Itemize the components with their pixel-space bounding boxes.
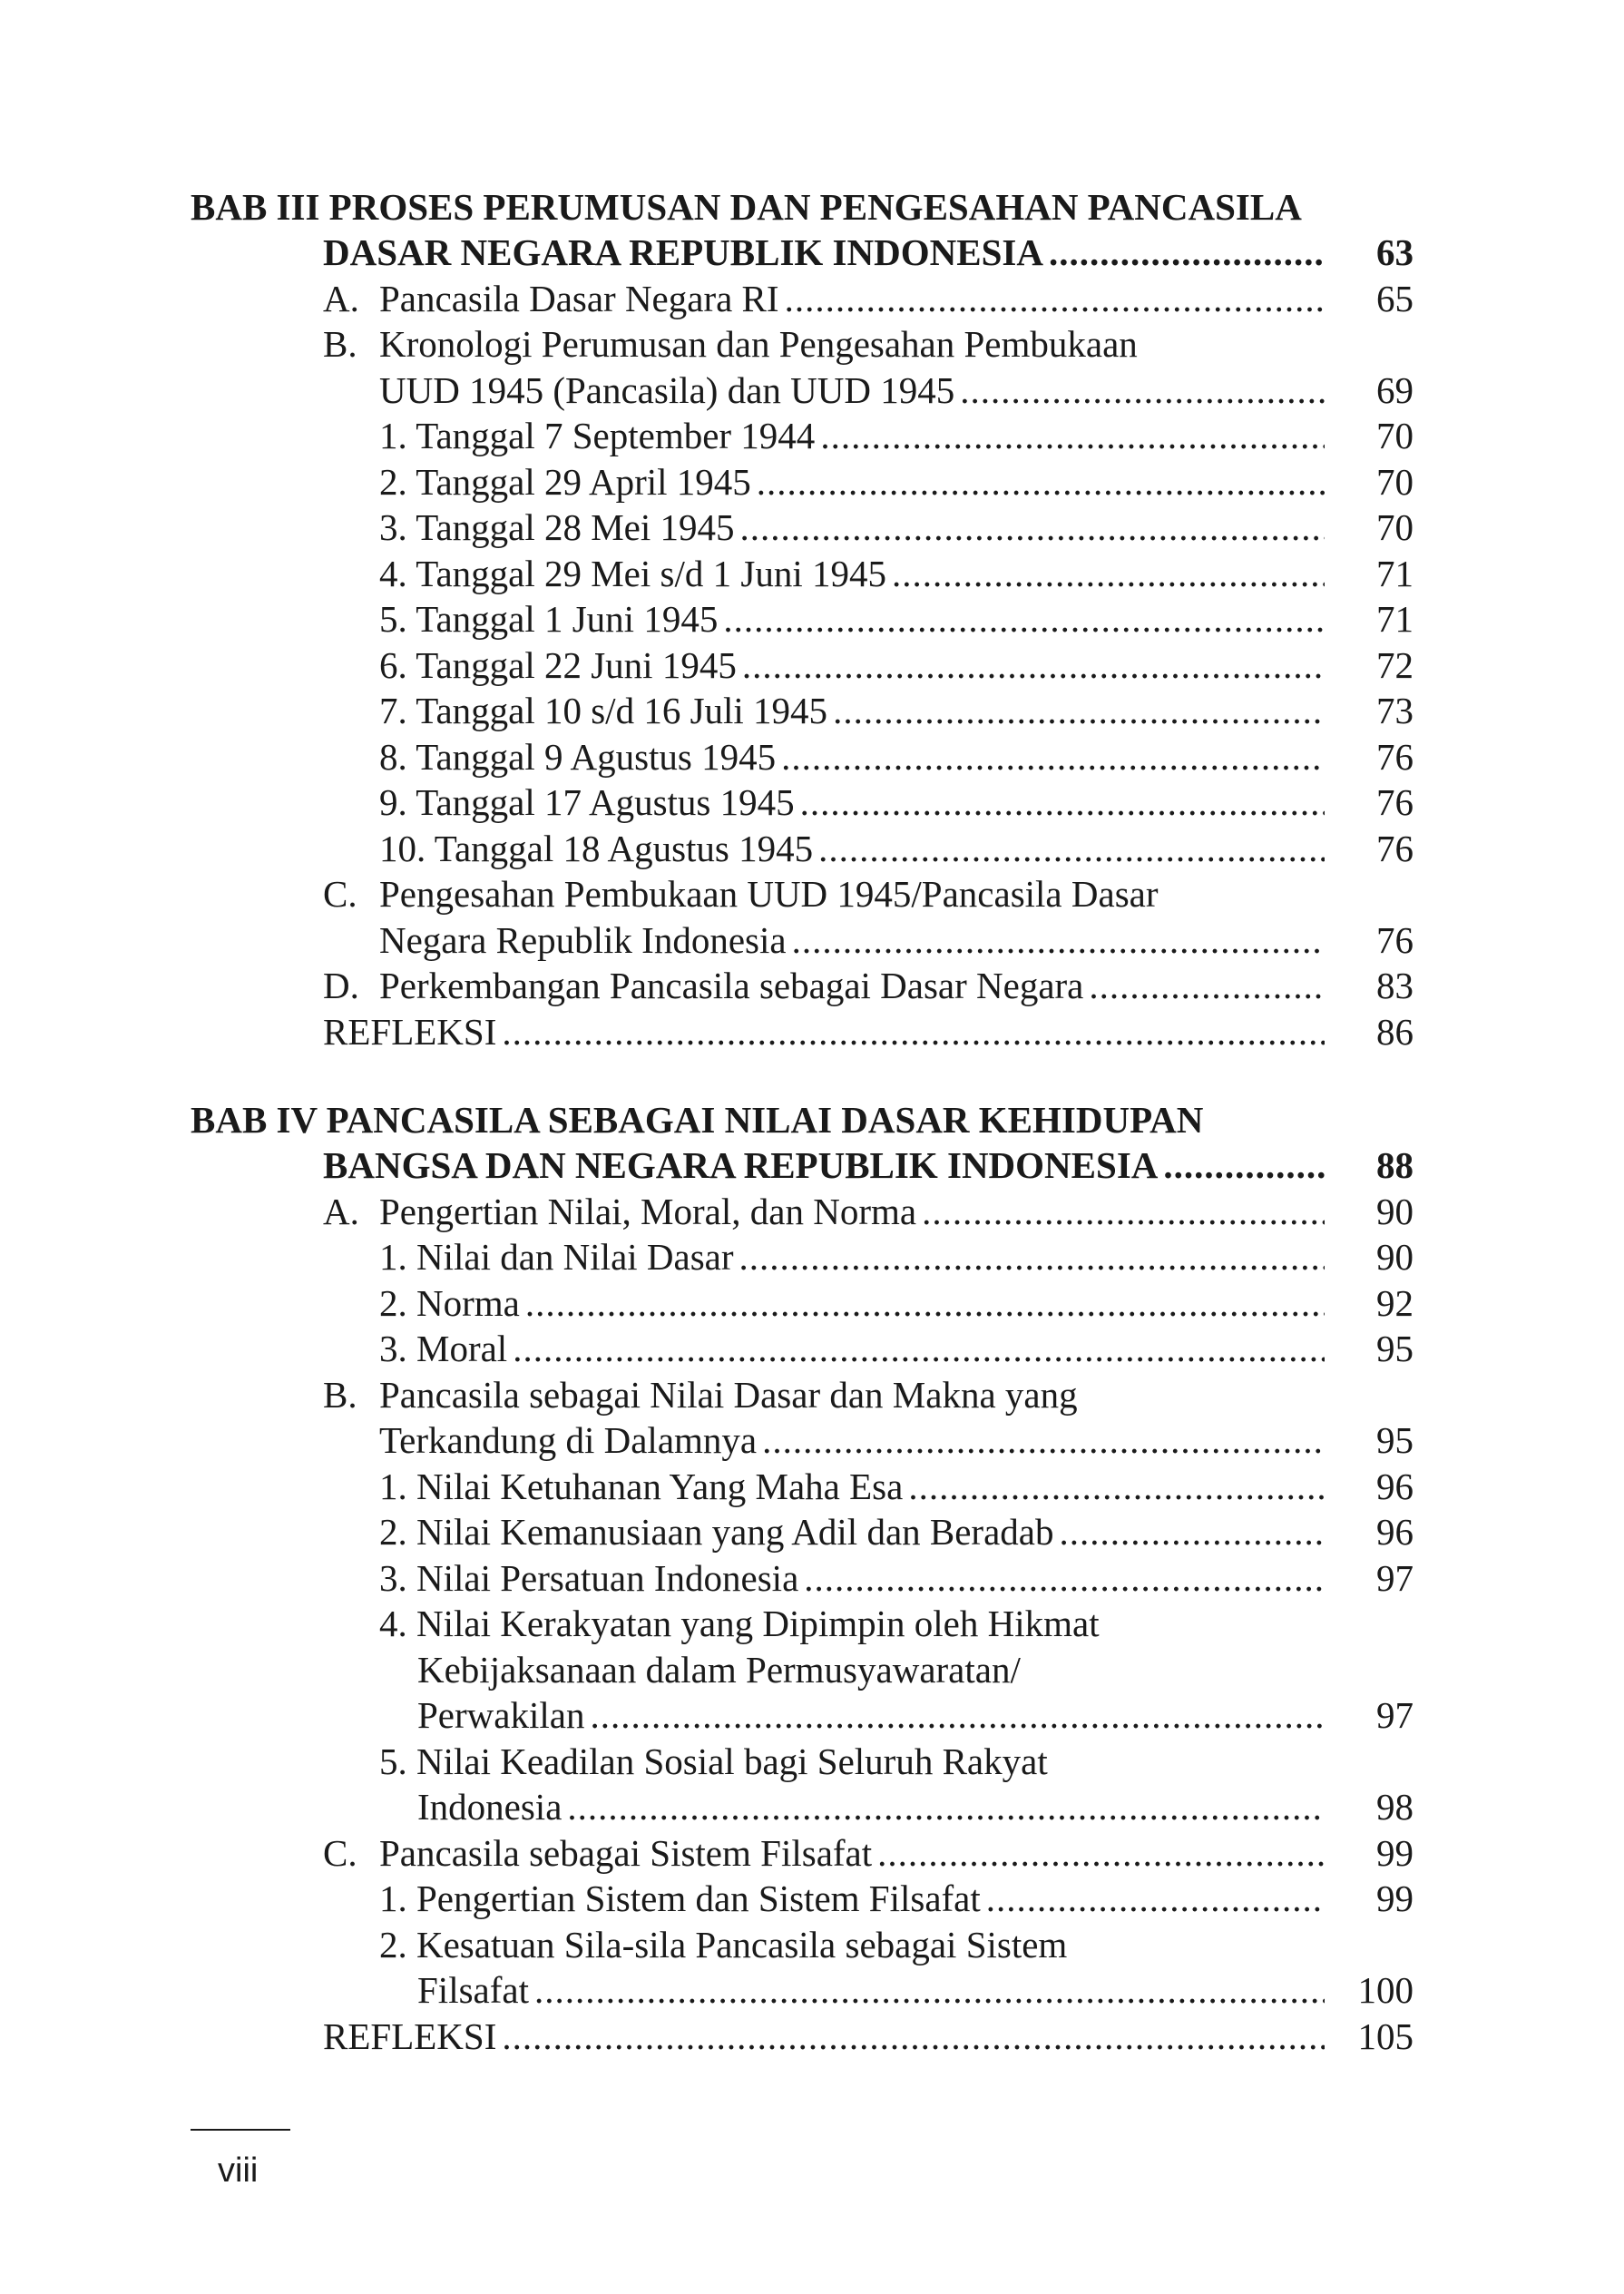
toc-entry-title: 4. Nilai Kerakyatan yang Dipimpin oleh Hikmat (379, 1603, 1100, 1644)
toc-entry-page-number: 96 (1376, 1511, 1414, 1553)
dot-leader (922, 1189, 1325, 1235)
toc-entry (0, 779, 1624, 826)
dot-leader (513, 1326, 1325, 1372)
footer-rule (191, 2129, 290, 2131)
toc-entry-text-wrap (379, 1830, 1325, 1877)
toc-entry-text-wrap (379, 276, 1325, 322)
toc-entry (0, 368, 1624, 414)
toc-entry-title: Pengertian Nilai, Moral, dan Norma (379, 1190, 917, 1232)
toc-entry (0, 596, 1624, 642)
toc-entry-text-wrap (323, 1142, 1325, 1189)
toc-entry-text-wrap (417, 1647, 1325, 1693)
toc-entry (0, 826, 1624, 872)
toc-entry-text-wrap (379, 779, 1325, 826)
toc-entry (0, 871, 1624, 917)
toc-entry-text-wrap (379, 321, 1325, 368)
toc-entry-page-number: 99 (1376, 1877, 1414, 1919)
toc-entry (0, 1876, 1624, 1922)
dot-leader (590, 1692, 1325, 1739)
toc-entry-text-wrap (379, 917, 1325, 964)
toc-entry (0, 459, 1624, 505)
dot-leader (567, 1784, 1325, 1830)
toc-entry-title: 1. Nilai dan Nilai Dasar (379, 1236, 734, 1278)
toc-entry-text-wrap (379, 734, 1325, 780)
toc-entry-page-number: 69 (1376, 368, 1414, 411)
toc-entry-label: D. (323, 965, 359, 1006)
toc-entry-title: Perkembangan Pancasila sebagai Dasar Negara (379, 965, 1084, 1006)
toc-entry-page-number: 105 (1357, 2015, 1414, 2057)
dot-leader (757, 459, 1325, 505)
dot-leader (833, 688, 1325, 734)
dot-leader (908, 1464, 1325, 1510)
dot-leader (986, 1876, 1325, 1922)
toc-entry-text-wrap (417, 1692, 1325, 1739)
toc-entry (0, 1830, 1624, 1877)
toc-entry (0, 1555, 1624, 1602)
dot-leader (534, 1967, 1325, 2014)
dot-leader (892, 551, 1325, 597)
toc-entry-title: REFLEKSI (323, 1010, 497, 1053)
toc-entry-page-number: 70 (1376, 460, 1414, 503)
toc-entries (0, 1142, 1624, 2059)
dot-leader (800, 779, 1325, 826)
dot-leader (740, 505, 1325, 551)
toc-entry-title: Kebijaksanaan dalam Permusyawaratan/ (417, 1648, 1021, 1691)
toc-entry-text-wrap (379, 642, 1325, 689)
chapter-heading: BAB III PROSES PERUMUSAN DAN PENGESAHAN PANCASILA (191, 186, 1302, 228)
toc-entry-label: B. (323, 1373, 357, 1416)
toc-entry-text-wrap (379, 1464, 1325, 1510)
dot-leader (1060, 1509, 1326, 1555)
toc-entry-page-number: 76 (1376, 918, 1414, 961)
toc-entry-text-wrap (379, 1876, 1325, 1922)
toc-entry-title: 4. Tanggal 29 Mei s/d 1 Juni 1945 (379, 552, 886, 594)
toc-entry-label: A. (323, 1190, 359, 1232)
toc-entry-title: 7. Tanggal 10 s/d 16 Juli 1945 (379, 690, 828, 731)
toc-entry-page-number: 76 (1376, 735, 1414, 778)
dot-leader (792, 917, 1325, 964)
toc-entry-text-wrap (379, 1189, 1325, 1235)
toc-entry-text-wrap (379, 1922, 1325, 1968)
dot-leader (781, 734, 1325, 780)
toc-entry-text-wrap (379, 963, 1325, 1009)
toc-entry (0, 1189, 1624, 1235)
toc-entry (0, 1922, 1624, 1968)
toc-entry-text-wrap (379, 1739, 1325, 1785)
toc-entries (0, 230, 1624, 1054)
toc-entry-title: 2. Kesatuan Sila-sila Pancasila sebagai Sistem (379, 1923, 1068, 1966)
dot-leader (820, 413, 1325, 459)
toc-entry (0, 963, 1624, 1009)
toc-entry (0, 2014, 1624, 2060)
toc-entry-title: UUD 1945 (Pancasila) dan UUD 1945 (379, 368, 955, 411)
toc-entry-label: A. (323, 277, 359, 319)
dot-leader (1163, 1142, 1325, 1189)
toc-entry-page-number: 70 (1376, 506, 1414, 548)
toc-entry-page-number: 96 (1376, 1465, 1414, 1507)
toc-entry (0, 734, 1624, 780)
toc-entry-title: 1. Pengertian Sistem dan Sistem Filsafat (379, 1877, 981, 1919)
toc-entry-title: Filsafat (417, 1969, 529, 2011)
toc-entry-text-wrap (379, 688, 1325, 734)
toc-entry (0, 1739, 1624, 1785)
dot-leader (502, 2014, 1325, 2060)
toc-entry-text-wrap (379, 459, 1325, 505)
toc-entry-text-wrap (379, 413, 1325, 459)
toc-entry-title: 5. Tanggal 1 Juni 1945 (379, 598, 719, 640)
toc-entry (0, 1509, 1624, 1555)
toc-entry (0, 1326, 1624, 1372)
toc-entry-text-wrap (323, 230, 1325, 276)
dot-leader (525, 1280, 1325, 1327)
toc-entry (0, 1647, 1624, 1693)
dot-leader (1049, 230, 1325, 276)
toc-entry-title: Pancasila Dasar Negara RI (379, 277, 779, 319)
toc-entry (0, 276, 1624, 322)
toc-entry (0, 1417, 1624, 1464)
toc-entry (0, 1234, 1624, 1280)
toc-entry-text-wrap (379, 826, 1325, 872)
dot-leader (502, 1009, 1325, 1055)
toc-entry-title: 3. Tanggal 28 Mei 1945 (379, 506, 735, 548)
toc-entry (0, 1372, 1624, 1418)
toc-entry (0, 413, 1624, 459)
toc-entry (0, 505, 1624, 551)
toc-entry-text-wrap (379, 1601, 1325, 1647)
toc-entry-text-wrap (323, 1009, 1325, 1055)
toc-entry-title: 6. Tanggal 22 Juni 1945 (379, 643, 737, 686)
toc-entry-text-wrap (417, 1784, 1325, 1830)
toc-entry-page-number: 95 (1376, 1419, 1414, 1461)
toc-entry (0, 1784, 1624, 1830)
toc-entry-page-number: 88 (1376, 1144, 1414, 1186)
toc-entry-page-number: 99 (1376, 1831, 1414, 1874)
toc-entry-label: C. (323, 873, 357, 915)
toc-entry-page-number: 97 (1376, 1694, 1414, 1736)
toc-entry-text-wrap (323, 2014, 1325, 2060)
toc-entry-page-number: 73 (1376, 690, 1414, 731)
toc-entry-page-number: 83 (1376, 965, 1414, 1006)
toc-entry-page-number: 90 (1376, 1190, 1414, 1232)
toc-entry-title: 5. Nilai Keadilan Sosial bagi Seluruh Rakyat (379, 1740, 1048, 1782)
toc-entry-text-wrap (379, 368, 1325, 414)
toc-entry-text-wrap (379, 596, 1325, 642)
toc-entry-text-wrap (379, 505, 1325, 551)
toc-entry-page-number: 90 (1376, 1236, 1414, 1278)
toc-entry-title: Pancasila sebagai Sistem Filsafat (379, 1831, 873, 1874)
dot-leader (762, 1417, 1325, 1464)
toc-entry-page-number: 92 (1376, 1281, 1414, 1324)
page-number: viii (218, 2152, 259, 2190)
toc-entry-page-number: 71 (1376, 552, 1414, 594)
toc-entry (0, 1692, 1624, 1739)
toc-entry-title: 1. Tanggal 7 September 1944 (379, 415, 816, 456)
toc-entry-page-number: 71 (1376, 598, 1414, 640)
toc-entry-title: 2. Tanggal 29 April 1945 (379, 460, 751, 503)
toc-entry (0, 551, 1624, 597)
toc-entry-label: B. (323, 323, 357, 365)
dot-leader (818, 826, 1325, 872)
toc-entry-title: 8. Tanggal 9 Agustus 1945 (379, 735, 777, 778)
dot-leader (877, 1830, 1325, 1877)
toc-entry-title: Perwakilan (417, 1694, 585, 1736)
toc-entry (0, 917, 1624, 964)
toc-entry (0, 1280, 1624, 1327)
toc-entry-label: C. (323, 1831, 357, 1874)
toc-entry-title: 2. Norma (379, 1281, 520, 1324)
toc-entry-page-number: 95 (1376, 1328, 1414, 1369)
toc-entry-title: 3. Moral (379, 1328, 508, 1369)
toc-entry (0, 1009, 1624, 1055)
toc-entry-text-wrap (379, 1555, 1325, 1602)
toc-entry-page-number: 76 (1376, 781, 1414, 823)
toc-entry (0, 688, 1624, 734)
toc-entry-title: Pengesahan Pembukaan UUD 1945/Pancasila Dasar (379, 873, 1159, 915)
toc-entry-text-wrap (379, 1509, 1325, 1555)
toc-entry-text-wrap (379, 1417, 1325, 1464)
dot-leader (804, 1555, 1325, 1602)
toc-entry (0, 230, 1624, 276)
toc-entry-page-number: 65 (1376, 277, 1414, 319)
dot-leader (960, 368, 1325, 414)
toc-entry-text-wrap (417, 1967, 1325, 2014)
toc-entry-page-number: 70 (1376, 415, 1414, 456)
toc-entry-title: Negara Republik Indonesia (379, 918, 787, 961)
toc-entry-text-wrap (379, 551, 1325, 597)
toc-entry-title: 3. Nilai Persatuan Indonesia (379, 1556, 799, 1599)
toc-entry (0, 642, 1624, 689)
toc-entry-text-wrap (379, 1234, 1325, 1280)
toc-entry-title: 9. Tanggal 17 Agustus 1945 (379, 781, 795, 823)
toc-entry-title: 2. Nilai Kemanusiaan yang Adil dan Beradab (379, 1511, 1054, 1553)
toc-entry-page-number: 76 (1376, 827, 1414, 869)
dot-leader (739, 1234, 1325, 1280)
toc-entry-title: Terkandung di Dalamnya (379, 1419, 758, 1461)
toc-entry-text-wrap (379, 1326, 1325, 1372)
dot-leader (1089, 963, 1325, 1009)
toc-entry-title: 1. Nilai Ketuhanan Yang Maha Esa (379, 1465, 904, 1507)
toc-entry-page-number: 63 (1376, 231, 1414, 273)
toc-entry-title: DASAR NEGARA REPUBLIK INDONESIA (323, 231, 1043, 273)
toc-entry (0, 1967, 1624, 2014)
toc-entry (0, 1601, 1624, 1647)
dot-leader (785, 276, 1325, 322)
toc-entry-text-wrap (379, 1280, 1325, 1327)
dot-leader (723, 596, 1325, 642)
toc-entry-title: Indonesia (417, 1786, 563, 1828)
toc-entry (0, 1142, 1624, 1189)
toc-entry-title: REFLEKSI (323, 2015, 497, 2057)
toc-entry-title: 10. Tanggal 18 Agustus 1945 (379, 827, 814, 869)
dot-leader (742, 642, 1325, 689)
toc-entry-text-wrap (379, 1372, 1325, 1418)
toc-entry (0, 1464, 1624, 1510)
toc-entry-title: Kronologi Perumusan dan Pengesahan Pembukaan (379, 323, 1138, 365)
toc-entry-title: Pancasila sebagai Nilai Dasar dan Makna yang (379, 1373, 1078, 1416)
toc-entry-page-number: 86 (1376, 1010, 1414, 1053)
toc-entry-page-number: 100 (1357, 1969, 1414, 2011)
toc-entry-page-number: 97 (1376, 1556, 1414, 1599)
chapter-heading: BAB IV PANCASILA SEBAGAI NILAI DASAR KEHIDUPAN (191, 1099, 1204, 1141)
toc-entry-page-number: 72 (1376, 643, 1414, 686)
toc-entry (0, 321, 1624, 368)
toc-entry-title: BANGSA DAN NEGARA REPUBLIK INDONESIA (323, 1144, 1159, 1186)
toc-entry-page-number: 98 (1376, 1786, 1414, 1828)
toc-entry-text-wrap (379, 871, 1325, 917)
